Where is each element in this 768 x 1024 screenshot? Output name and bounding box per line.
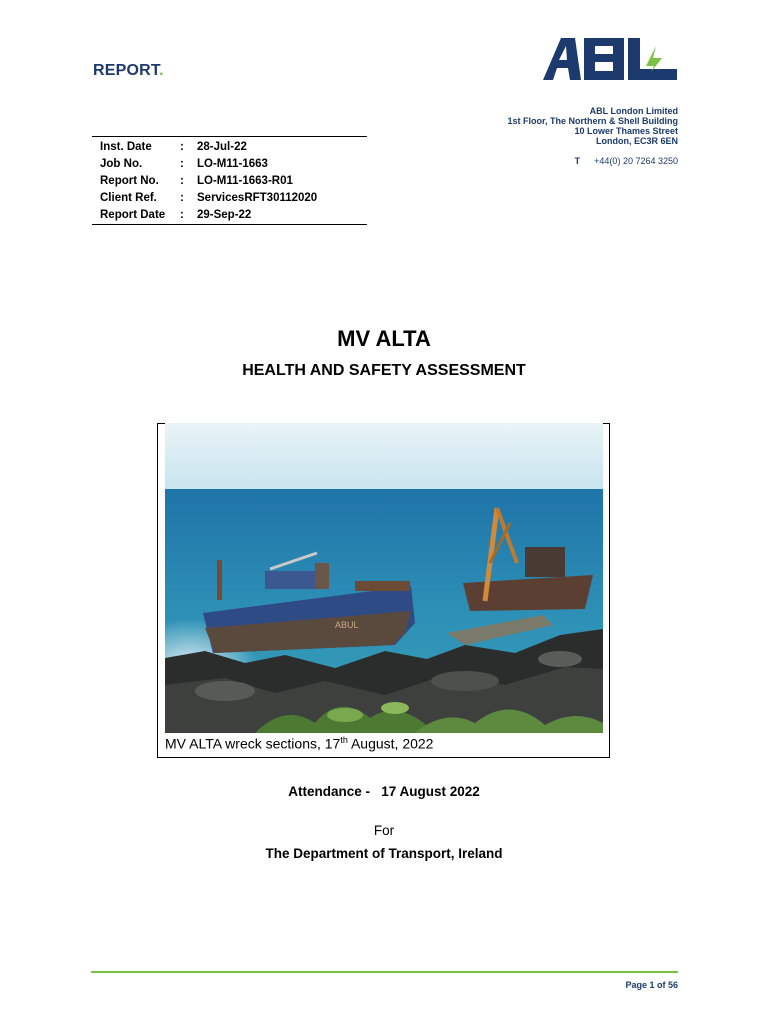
client-name: The Department of Transport, Ireland (265, 846, 503, 861)
meta-row-client-ref (92, 189, 367, 206)
meta-sep: : (180, 208, 184, 221)
meta-key: Job No. (100, 157, 143, 170)
report-label-text: REPORT (93, 62, 160, 79)
meta-value: ServicesRFT30112020 (197, 191, 318, 204)
meta-row-report-no (92, 172, 367, 189)
meta-value: LO-M11-1663 (197, 157, 268, 170)
phone-number: +44(0) 20 7264 3250 (594, 156, 678, 166)
address-line-1: 1st Floor, The Northern & Shell Building (507, 116, 678, 126)
meta-key: Report Date (100, 208, 166, 221)
report-title: MV ALTA (337, 326, 431, 351)
report-label-dot: . (159, 62, 164, 79)
hull-marking: ABUL (335, 620, 359, 630)
caption-superscript: th (340, 735, 348, 745)
meta-row-report-date (92, 206, 367, 223)
phone-label: T (574, 156, 581, 166)
company-phone (575, 156, 678, 166)
abl-logo (543, 38, 678, 80)
caption-text: MV ALTA wreck sections, 17 (165, 735, 341, 752)
company-name: ABL London Limited (589, 106, 678, 116)
company-address (507, 106, 678, 146)
meta-sep: : (180, 157, 184, 170)
meta-row-inst-date (92, 138, 367, 155)
wreck-photo (165, 423, 603, 733)
meta-row-job-no (92, 155, 367, 172)
report-meta-table (92, 136, 367, 225)
address-line-3: London, EC3R 6EN (595, 136, 678, 146)
meta-value: LO-M11-1663-R01 (197, 174, 293, 187)
address-line-2: 10 Lower Thames Street (574, 126, 678, 136)
meta-key: Inst. Date (100, 140, 152, 153)
photo-caption (165, 735, 433, 752)
meta-sep: : (180, 140, 184, 153)
for-label: For (373, 823, 395, 838)
caption-text-end: August, 2022 (347, 735, 434, 752)
report-label (93, 62, 164, 80)
footer-divider (91, 971, 678, 973)
report-subtitle: HEALTH AND SAFETY ASSESSMENT (242, 362, 526, 379)
meta-key: Client Ref. (100, 191, 157, 204)
meta-sep: : (180, 191, 184, 204)
page-number: Page 1 of 56 (625, 980, 678, 990)
meta-key: Report No. (100, 174, 159, 187)
meta-value: 29-Sep-22 (197, 208, 252, 221)
attendance-line: Attendance - 17 August 2022 (288, 784, 480, 799)
meta-sep: : (180, 174, 184, 187)
meta-value: 28-Jul-22 (197, 140, 247, 153)
